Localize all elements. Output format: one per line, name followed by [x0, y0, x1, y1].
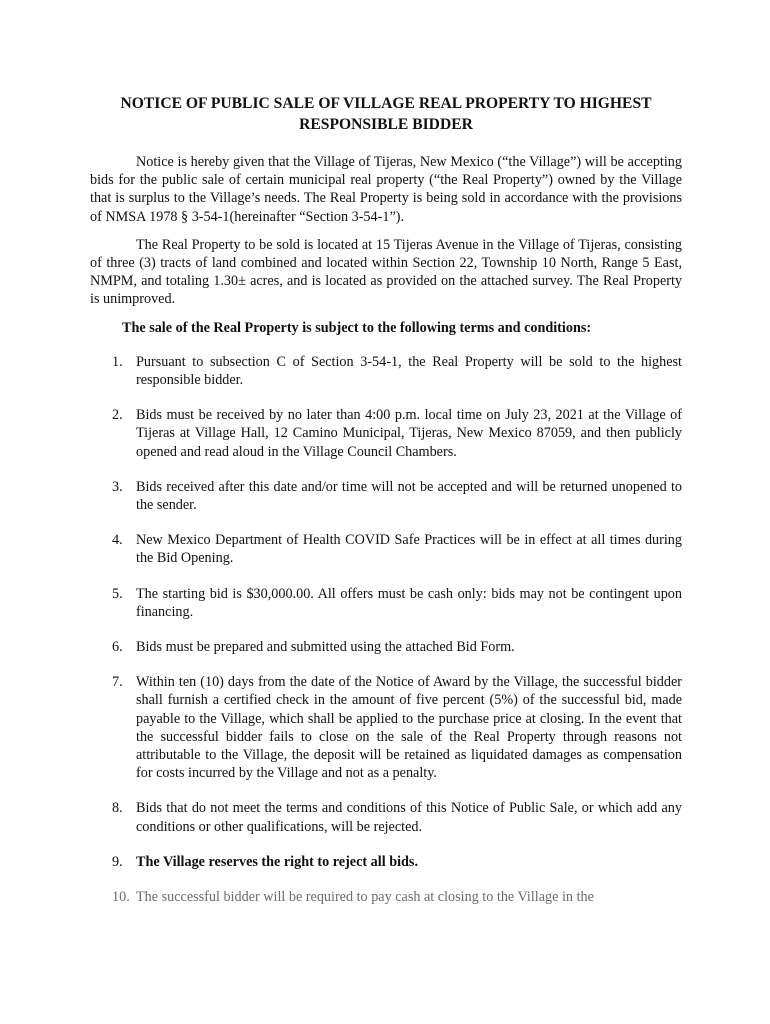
term-item	[90, 673, 682, 782]
term-item	[90, 638, 682, 656]
term-text: Within ten (10) days from the date of the Notice of Award by the Village, the successful bidder shall furnish a certified check in the amount of five percent (5%) of the successful bid, made payable to the Village, which shall be applied to the purchase price at closing. In the event that the successful bidder fails to close on the sale of the Real Property through reasons not attributable to the Village, the deposit will be retained as liquidated damages as compensation for costs incurred by the Village and not as a penalty.	[136, 674, 682, 782]
term-number: 4.	[112, 532, 123, 549]
term-text: Bids must be prepared and submitted using the attached Bid Form.	[136, 639, 515, 656]
term-text: The starting bid is $30,000.00. All offers must be cash only: bids may not be contingent upon financing.	[136, 585, 682, 620]
term-number: 10.	[112, 889, 130, 906]
term-item	[90, 531, 682, 567]
term-text: Bids received after this date and/or time will not be accepted and will be returned unopened to the sender.	[136, 478, 682, 514]
terms-heading: The sale of the Real Property is subject to the following terms and conditions:	[122, 319, 592, 336]
terms-list	[90, 353, 682, 906]
term-item	[90, 353, 682, 389]
term-item	[90, 799, 682, 835]
term-item	[90, 888, 682, 906]
term-number: 5.	[112, 585, 123, 602]
term-item	[90, 478, 682, 514]
term-text: Bids that do not meet the terms and conditions of this Notice of Public Sale, or which add any conditions or other qualifications, will be rejected.	[136, 800, 682, 835]
term-number: 3.	[112, 478, 123, 495]
term-number: 8.	[112, 800, 123, 817]
term-item	[90, 406, 682, 461]
term-number: 1.	[112, 353, 123, 370]
property-description-paragraph: The Real Property to be sold is located at 15 Tijeras Avenue in the Village of Tijeras, consisting of three (3) tracts of land combined and located within Section 22, Township 10 North, Range 5 East, NMPM, and totaling 1.30± acres, and is located as provided on the attached survey. The Real Property is unimproved.	[90, 236, 682, 308]
term-item	[90, 585, 682, 621]
term-text: Bids must be received by no later than 4:00 p.m. local time on July 23, 2021 at the Village of Tijeras at Village Hall, 12 Camino Municipal, Tijeras, New Mexico 87059, and then publicly opened and read aloud in the Village Council Chambers.	[136, 407, 682, 460]
term-number: 2.	[112, 407, 123, 424]
term-item	[90, 853, 682, 871]
term-text: The successful bidder will be required to pay cash at closing to the Village in the	[136, 889, 594, 906]
term-text: New Mexico Department of Health COVID Safe Practices will be in effect at all times during the Bid Opening.	[136, 532, 682, 567]
term-number: 7.	[112, 674, 123, 691]
term-text: Pursuant to subsection C of Section 3-54-1, the Real Property will be sold to the highest responsible bidder.	[136, 353, 682, 389]
term-text: The Village reserves the right to reject all bids.	[136, 853, 418, 870]
document-title: NOTICE OF PUBLIC SALE OF VILLAGE REAL PROPERTY TO HIGHEST RESPONSIBLE BIDDER	[120, 95, 652, 133]
term-number: 6.	[112, 639, 123, 656]
term-number: 9.	[112, 853, 123, 870]
intro-paragraph: Notice is hereby given that the Village of Tijeras, New Mexico (“the Village”) will be accepting bids for the public sale of certain municipal real property (“the Real Property”) owned by the Village that is surplus to the Village’s needs. The Real Property is being sold in accordance with the provisions of NMSA 1978 § 3-54-1(hereinafter “Section 3-54-1”).	[90, 154, 682, 225]
